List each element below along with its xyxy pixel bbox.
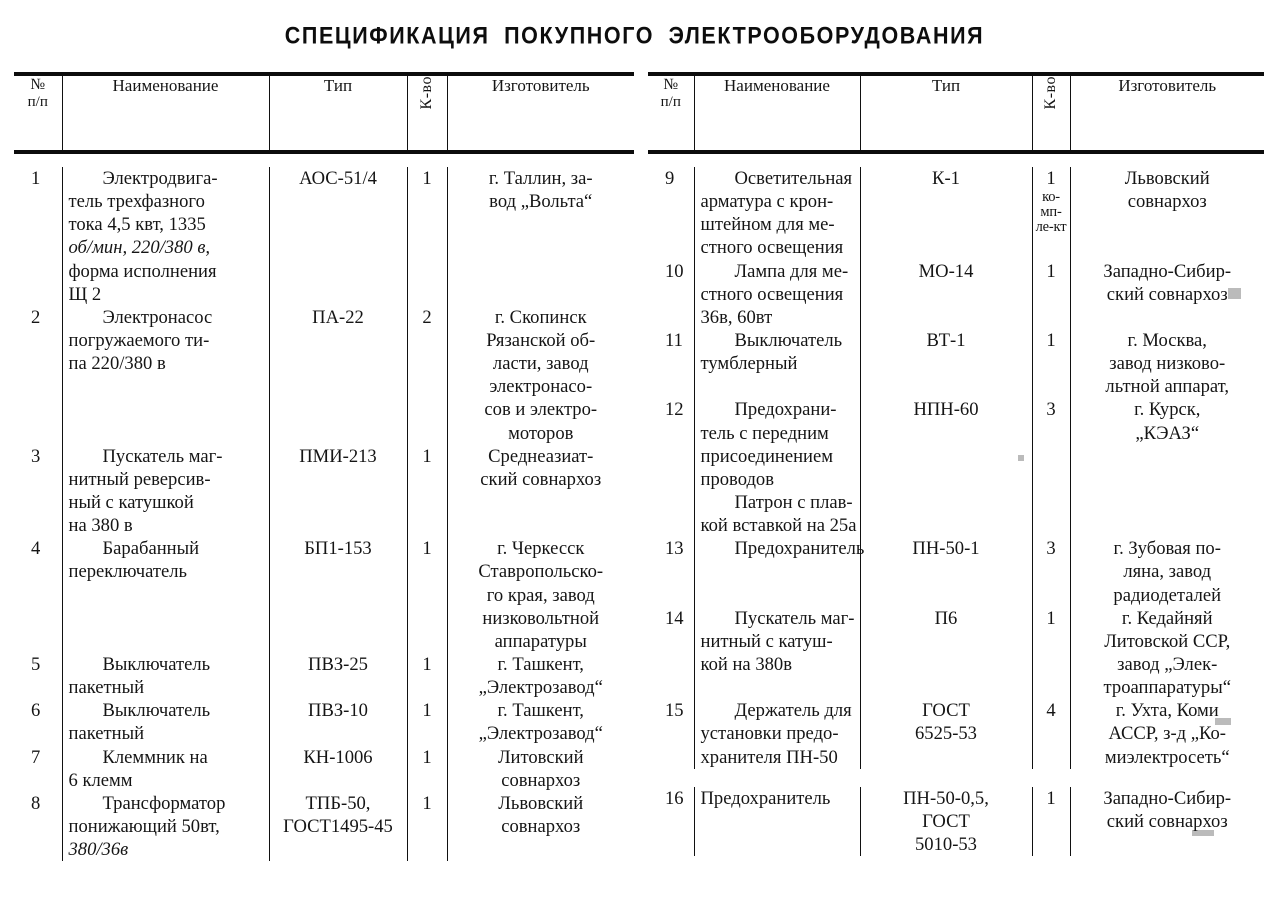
maker-line: ляна, завод xyxy=(1123,561,1212,583)
cell-number: 1 xyxy=(31,168,41,189)
cell-name xyxy=(62,653,269,699)
cell-number: 3 xyxy=(31,445,41,467)
maker-line: совнархоз xyxy=(501,769,581,791)
cell-name xyxy=(694,607,860,700)
column-header-quantity xyxy=(407,76,447,152)
cell-type: ПВЗ-10 xyxy=(269,699,407,745)
column-header-manufacturer: Изготовитель xyxy=(447,76,634,152)
maker-line: Литовский xyxy=(497,746,584,768)
cell-name xyxy=(62,699,269,745)
cell-name xyxy=(694,329,860,398)
cell-type xyxy=(269,792,407,861)
name-line: Выключатель xyxy=(102,700,211,722)
name-line: арматура с крон- xyxy=(700,191,834,213)
name-line: Пускатель маг- xyxy=(734,607,855,629)
name-line: пакетный xyxy=(68,677,145,699)
maker-line: г. Москва, xyxy=(1127,329,1207,351)
maker-line: сов и электро- xyxy=(484,399,598,421)
name-line: Барабанный xyxy=(102,538,200,560)
name-line: па 220/380 в xyxy=(68,353,166,375)
maker-line: низковольтной xyxy=(482,607,600,629)
cell-name xyxy=(694,537,865,606)
cell-number: 11 xyxy=(665,329,683,351)
cell-number: 8 xyxy=(31,792,41,814)
table-row xyxy=(648,398,1264,537)
cell-manufacturer xyxy=(1070,607,1264,700)
cell-quantity: 1 xyxy=(1032,607,1070,700)
name-line: тумблерный xyxy=(700,353,798,375)
name-line: тель трехфазного xyxy=(68,191,205,213)
maker-line: ский совнархоз xyxy=(1106,283,1228,305)
table-row xyxy=(648,260,1264,329)
cell-manufacturer xyxy=(1070,787,1264,856)
cell-quantity: 3 xyxy=(1032,537,1070,606)
maker-line: г. Зубовая по- xyxy=(1113,538,1221,560)
maker-line: г. Черкесск xyxy=(497,538,585,560)
maker-line: вод „Вольта“ xyxy=(489,191,593,213)
column-header-quantity-label: К-во xyxy=(418,76,436,110)
name-line: переключатель xyxy=(68,561,188,583)
name-line: пакетный xyxy=(68,723,145,745)
cell-type: ПА-22 xyxy=(269,306,407,445)
maker-line: ский совнархоз xyxy=(1106,810,1228,832)
cell-manufacturer xyxy=(447,445,634,538)
type-line: ПН-50-0,5, xyxy=(903,787,989,809)
name-line: кой вставкой на 25а xyxy=(700,515,857,537)
cell-name xyxy=(694,699,860,768)
maker-line: „Электрозавод“ xyxy=(478,677,603,699)
quantity-value: 1 xyxy=(1046,168,1056,189)
cell-name xyxy=(62,167,269,306)
maker-line: совнархоз xyxy=(501,815,581,837)
name-line: на 380 в xyxy=(68,515,133,537)
name-line: 36в, 60вт xyxy=(700,306,773,328)
cell-manufacturer xyxy=(447,537,634,653)
maker-line: Рязанской об- xyxy=(486,329,596,351)
column-header-number xyxy=(648,76,694,152)
name-line: об/мин, 220/380 в, xyxy=(68,237,211,259)
cell-number: 2 xyxy=(31,306,41,328)
name-line: тель с передним xyxy=(700,422,829,444)
cell-quantity: 1 xyxy=(407,792,447,861)
maker-line: Ставропольско- xyxy=(478,561,604,583)
table-row xyxy=(648,537,1264,606)
cell-name xyxy=(62,537,269,653)
cell-name xyxy=(62,746,269,792)
cell-quantity: 1 xyxy=(407,746,447,792)
cell-quantity: 1 xyxy=(1032,260,1070,329)
cell-number: 4 xyxy=(31,538,41,560)
name-line: Предохранитель xyxy=(734,538,865,560)
column-header-type: Тип xyxy=(269,76,407,152)
type-line: ТПБ-50, xyxy=(305,792,371,814)
cell-type: ПН-50-1 xyxy=(860,537,1032,606)
name-line: Электронасос xyxy=(102,306,213,328)
table-row xyxy=(14,792,634,861)
maker-line: электронасо- xyxy=(489,376,593,398)
table-row xyxy=(14,746,634,792)
column-header-number xyxy=(14,76,62,152)
table-row xyxy=(14,306,634,445)
specification-table-right xyxy=(648,72,1264,882)
name-line: Электродвига- xyxy=(102,168,218,189)
type-line: 6525-53 xyxy=(915,723,977,745)
maker-line: Западно-Сибир- xyxy=(1103,787,1232,809)
cell-type: ВТ-1 xyxy=(860,329,1032,398)
cell-type: БП1-153 xyxy=(269,537,407,653)
maker-line: Львовский xyxy=(498,792,584,814)
cell-manufacturer xyxy=(447,792,634,861)
maker-line: Литовской ССР, xyxy=(1104,630,1231,652)
maker-line: ский совнархоз xyxy=(480,468,602,490)
cell-manufacturer xyxy=(1070,329,1264,398)
cell-name xyxy=(694,787,860,856)
maker-line: г. Ухта, Коми xyxy=(1115,700,1219,722)
cell-type: АОС-51/4 xyxy=(269,167,407,306)
specification-table-left xyxy=(14,72,634,901)
cell-manufacturer xyxy=(447,306,634,445)
cell-name xyxy=(694,398,860,537)
name-line: нитный с катуш- xyxy=(700,630,833,652)
cell-manufacturer xyxy=(447,653,634,699)
cell-type: КН-1006 xyxy=(269,746,407,792)
maker-line: льтной аппарат, xyxy=(1105,376,1230,398)
name-line: погружаемого ти- xyxy=(68,329,210,351)
table-row xyxy=(648,699,1264,768)
name-line: Трансформатор xyxy=(102,792,226,814)
cell-type: НПН-60 xyxy=(860,398,1032,537)
cell-type: ПВЗ-25 xyxy=(269,653,407,699)
cell-manufacturer xyxy=(1070,699,1264,768)
name-line: Лампа для ме- xyxy=(734,260,849,282)
maker-line: моторов xyxy=(508,422,574,444)
left-table-wrapper xyxy=(14,72,634,901)
maker-line: г. Ташкент, xyxy=(497,700,584,722)
name-line: установки предо- xyxy=(700,723,839,745)
maker-line: „КЭАЗ“ xyxy=(1135,422,1200,444)
cell-type xyxy=(860,787,1032,856)
name-line: Выключатель xyxy=(734,329,843,351)
cell-quantity: 3 xyxy=(1032,398,1070,537)
maker-line: радиодеталей xyxy=(1113,584,1222,606)
cell-number: 16 xyxy=(665,787,684,809)
cell-manufacturer xyxy=(447,746,634,792)
page-title: СПЕЦИФИКАЦИЯ ПОКУПНОГО ЭЛЕКТРООБОРУДОВАНИЯ xyxy=(284,22,985,49)
type-line: ГОСТ1495-45 xyxy=(283,815,393,837)
row-spacer xyxy=(648,769,1264,787)
cell-type: ПМИ-213 xyxy=(269,445,407,538)
cell-manufacturer xyxy=(447,699,634,745)
cell-manufacturer xyxy=(1070,167,1264,260)
name-line: 6 клемм xyxy=(68,769,133,791)
name-line: присоединением xyxy=(700,445,834,467)
maker-line: совнархоз xyxy=(1127,191,1207,213)
cell-manufacturer xyxy=(447,167,634,306)
maker-line: троаппаратуры“ xyxy=(1103,677,1231,699)
type-line: ГОСТ xyxy=(922,810,970,832)
cell-number: 12 xyxy=(665,399,684,421)
maker-line: завод низково- xyxy=(1109,353,1226,375)
row-spacer xyxy=(648,154,1264,167)
maker-line: г. Ташкент, xyxy=(497,653,584,675)
maker-line: АССР, з-д „Ко- xyxy=(1108,723,1226,745)
table-row xyxy=(14,445,634,538)
cell-quantity: 1 xyxy=(407,445,447,538)
column-header-number-line1: № xyxy=(30,76,46,93)
column-header-number-line2: п/п xyxy=(660,94,681,111)
table-row xyxy=(14,537,634,653)
name-line: хранителя ПН-50 xyxy=(700,746,838,768)
column-header-type: Тип xyxy=(860,76,1032,152)
table-header-row xyxy=(648,76,1264,152)
maker-line: Львовский xyxy=(1124,168,1210,189)
cell-number: 6 xyxy=(31,700,41,722)
table-row xyxy=(648,787,1264,856)
column-header-name: Наименование xyxy=(694,76,860,152)
cell-number: 10 xyxy=(665,260,684,282)
column-header-manufacturer: Изготовитель xyxy=(1070,76,1264,152)
cell-number: 14 xyxy=(665,607,684,629)
cell-number: 5 xyxy=(31,653,41,675)
name-line: Предохрани- xyxy=(734,399,837,421)
name-line: ный с катушкой xyxy=(68,491,194,513)
table-row xyxy=(648,329,1264,398)
cell-name xyxy=(62,445,269,538)
maker-line: аппаратуры xyxy=(494,630,587,652)
row-spacer xyxy=(648,856,1264,882)
type-line: ГОСТ xyxy=(922,700,970,722)
maker-line: ласти, завод xyxy=(492,353,589,375)
cell-quantity: 2 xyxy=(407,306,447,445)
name-line: тока 4,5 квт, 1335 xyxy=(68,214,206,236)
name-line: Держатель для xyxy=(734,700,852,722)
maker-line: „Электрозавод“ xyxy=(478,723,603,745)
maker-line: г. Кедайняй xyxy=(1121,607,1213,629)
table-row xyxy=(648,607,1264,700)
table-row xyxy=(14,167,634,306)
name-line: кой на 380в xyxy=(700,653,793,675)
maker-line: г. Таллин, за- xyxy=(488,168,593,189)
row-spacer xyxy=(14,861,634,901)
cell-number: 9 xyxy=(665,168,675,189)
name-line: Пускатель маг- xyxy=(102,445,223,467)
cell-name xyxy=(62,792,269,861)
maker-line: Западно-Сибир- xyxy=(1103,260,1232,282)
cell-type: МО-14 xyxy=(860,260,1032,329)
name-line: нитный реверсив- xyxy=(68,468,211,490)
name-line: форма исполнения xyxy=(68,260,217,282)
name-line: проводов xyxy=(700,468,774,490)
quantity-unit: ко-мп-ле-кт xyxy=(1035,189,1067,235)
maker-line: миэлектросеть“ xyxy=(1104,746,1230,768)
cell-manufacturer xyxy=(1070,260,1264,329)
cell-quantity: 1 xyxy=(407,537,447,653)
column-header-name: Наименование xyxy=(62,76,269,152)
cell-type: П6 xyxy=(860,607,1032,700)
column-header-quantity xyxy=(1032,76,1070,152)
name-line: стного освещения xyxy=(700,283,844,305)
name-line: Выключатель xyxy=(102,653,211,675)
cell-quantity: 1 xyxy=(1032,329,1070,398)
cell-quantity: 1 xyxy=(407,167,447,306)
table-row xyxy=(14,653,634,699)
name-line: 380/36в xyxy=(68,839,129,861)
table-header-row xyxy=(14,76,634,152)
column-header-quantity-label: К-во xyxy=(1042,76,1060,110)
name-line: понижающий 50вт, xyxy=(68,815,220,837)
name-line: стного освещения xyxy=(700,237,844,259)
cell-number: 15 xyxy=(665,700,684,722)
column-header-number-line1: № xyxy=(663,76,679,93)
cell-name xyxy=(694,260,860,329)
cell-quantity: 1 xyxy=(407,699,447,745)
type-line: 5010-53 xyxy=(915,833,977,855)
name-line: Щ 2 xyxy=(68,283,102,305)
name-line: Осветительная xyxy=(734,168,853,189)
name-line: Предохранитель xyxy=(700,787,831,809)
cell-quantity xyxy=(1032,167,1070,260)
cell-type xyxy=(860,699,1032,768)
table-row xyxy=(14,699,634,745)
name-line: Патрон с плав- xyxy=(734,491,853,513)
right-table-wrapper xyxy=(648,72,1264,882)
cell-name xyxy=(62,306,269,445)
maker-line: г. Курск, xyxy=(1134,399,1201,421)
maker-line: г. Скопинск xyxy=(494,306,587,328)
row-spacer xyxy=(14,154,634,167)
cell-name xyxy=(694,167,860,260)
maker-line: го края, завод xyxy=(486,584,595,606)
cell-quantity: 4 xyxy=(1032,699,1070,768)
table-row xyxy=(648,167,1264,260)
maker-line: завод „Элек- xyxy=(1117,653,1218,675)
column-header-number-line2: п/п xyxy=(27,94,48,111)
cell-manufacturer xyxy=(1070,398,1264,537)
cell-quantity: 1 xyxy=(407,653,447,699)
cell-quantity: 1 xyxy=(1032,787,1070,856)
cell-type: К-1 xyxy=(860,167,1032,260)
name-line: Клеммник на xyxy=(102,746,208,768)
cell-number: 7 xyxy=(31,746,41,768)
cell-manufacturer xyxy=(1070,537,1264,606)
cell-number: 13 xyxy=(665,538,684,560)
maker-line: Среднеазиат- xyxy=(488,445,594,467)
name-line: штейном для ме- xyxy=(700,214,835,236)
